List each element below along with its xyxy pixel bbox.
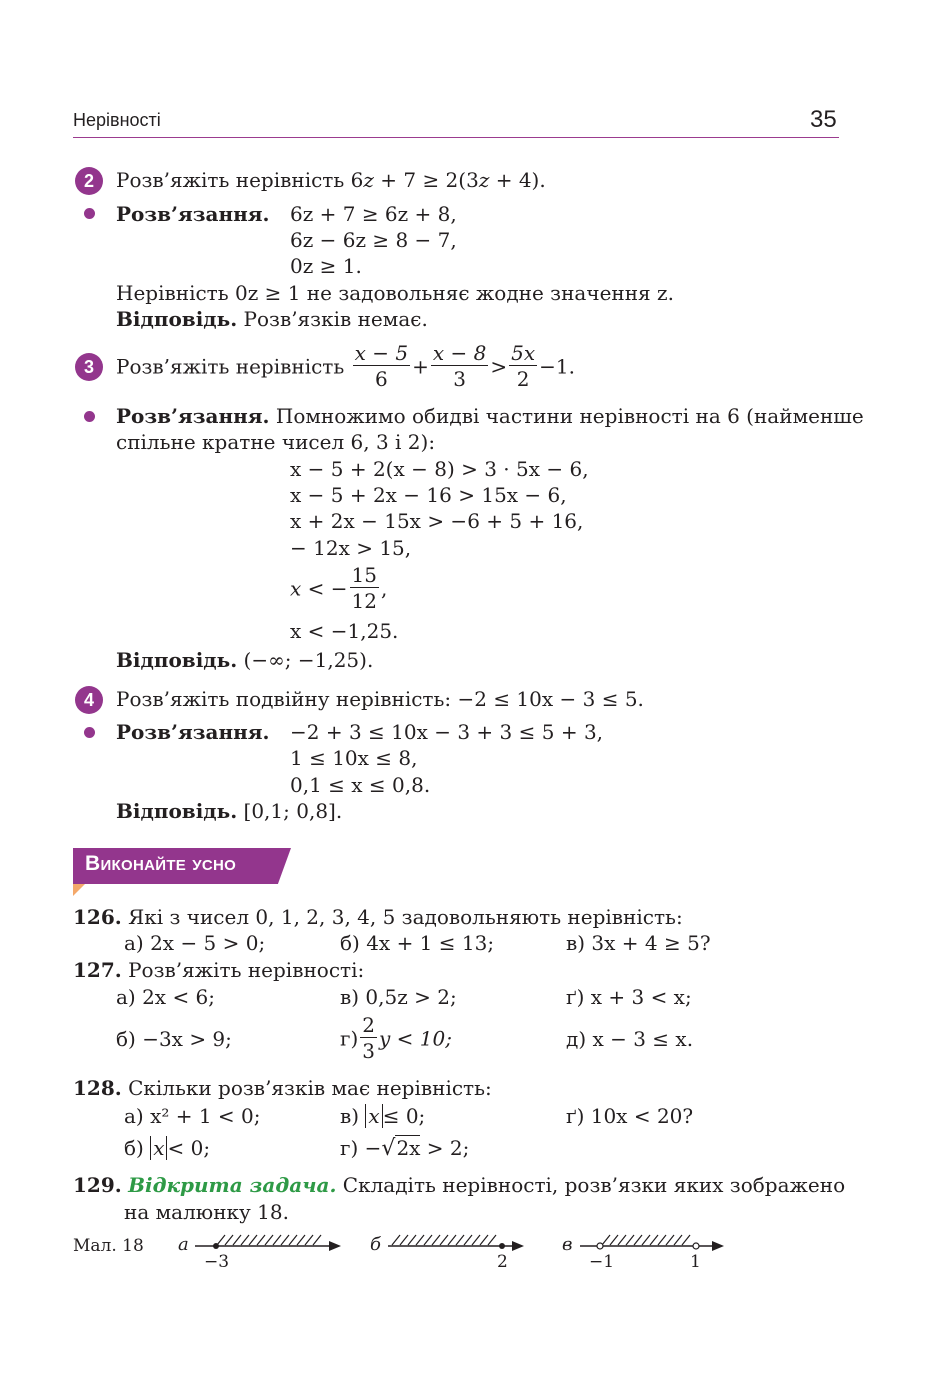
problem-129: 129. Відкрита задача. Складіть нерівності, розв’язки яких зображено bbox=[73, 1173, 846, 1197]
solution-line: 6z + 7 ≥ 6z + 8, bbox=[290, 202, 457, 226]
solution-line: 0,1 ≤ x ≤ 0,8. bbox=[290, 773, 431, 797]
answer-text: [0,1; 0,8]. bbox=[243, 799, 343, 823]
solution-bullet bbox=[84, 727, 95, 738]
problem-item: в) x ≤ 0; bbox=[340, 1104, 426, 1128]
problem-item: б) 4x + 1 ≤ 13; bbox=[340, 931, 495, 955]
problem-126: 126. Які з чисел 0, 1, 2, 3, 4, 5 задовольняють нерівність: bbox=[73, 905, 683, 929]
problem-item: г) −√2x > 2; bbox=[340, 1136, 470, 1161]
solution-label: Розв’язання. bbox=[116, 202, 270, 226]
header-divider bbox=[73, 137, 839, 138]
example-2-badge: 2 bbox=[75, 167, 103, 195]
solution-line: x − 5 + 2x − 16 > 15x − 6, bbox=[290, 483, 567, 507]
solution-line: x < − $\frac{15}{12}$ , bbox=[290, 563, 388, 613]
answer bbox=[116, 307, 428, 331]
solution-line: 1 ≤ 10x ≤ 8, bbox=[290, 746, 418, 770]
problem-text: на малюнку 18. bbox=[124, 1200, 289, 1224]
figure-label-c: в bbox=[562, 1234, 573, 1255]
answer bbox=[116, 648, 373, 672]
problem-item: в) 3x + 4 ≥ 5? bbox=[566, 931, 711, 955]
answer bbox=[116, 799, 342, 823]
solution-bullet bbox=[84, 411, 95, 422]
problem-item: ґ) x + 3 < x; bbox=[566, 985, 692, 1009]
problem-item: б) x < 0; bbox=[124, 1136, 211, 1160]
solution-label: Розв’язання. bbox=[116, 720, 270, 744]
solution-text: Розв’язання. Помножимо обидві частини нерівності на 6 (найменше bbox=[116, 404, 864, 428]
example-3-badge: 3 bbox=[75, 353, 103, 381]
tick-label: 1 bbox=[690, 1252, 701, 1272]
solution-text: спільне кратне чисел 6, 3 і 2): bbox=[116, 430, 436, 454]
solution-line: x − 5 + 2(x − 8) > 3 · 5x − 6, bbox=[290, 457, 589, 481]
solution-line: 6z − 6z ≥ 8 − 7, bbox=[290, 228, 457, 252]
example-3-task: Розв’яжіть нерівність $\frac{x - 5}{6}$ + $\frac{x - 8}{3}$ > $\frac{5x}{2}$ −1. bbox=[116, 341, 575, 391]
fraction: $\frac{5x}{2}$ bbox=[511, 341, 536, 391]
example-4-task: Розв’яжіть подвійну нерівність: −2 ≤ 10x − 3 ≤ 5. bbox=[116, 687, 644, 711]
problem-128: 128. Скільки розв’язків має нерівність: bbox=[73, 1076, 492, 1100]
answer-text: (−∞; −1,25). bbox=[243, 648, 374, 672]
fraction: $\frac{x - 5}{6}$ bbox=[354, 341, 409, 391]
banner-title: Виконайте усно bbox=[85, 852, 237, 875]
answer-label: Відповідь. bbox=[116, 307, 238, 331]
fraction: $\frac{2}{3}$ bbox=[362, 1013, 376, 1063]
problem-item: ґ) 10x < 20? bbox=[566, 1104, 694, 1128]
page-number: 35 bbox=[810, 106, 837, 133]
figure-label-a: а bbox=[178, 1234, 189, 1255]
problem-item: д) x − 3 ≤ x. bbox=[566, 1027, 694, 1051]
solution-line: − 12x > 15, bbox=[290, 536, 412, 560]
problem-item: а) 2x < 6; bbox=[116, 985, 216, 1009]
problem-item: б) −3x > 9; bbox=[116, 1027, 232, 1051]
solution-line: −2 + 3 ≤ 10x − 3 + 3 ≤ 5 + 3, bbox=[290, 720, 604, 744]
solution-line: x + 2x − 15x > −6 + 5 + 16, bbox=[290, 509, 584, 533]
solution-note: Нерівність 0z ≥ 1 не задовольняє жодне значення z. bbox=[116, 281, 674, 305]
fraction: $\frac{15}{12}$ bbox=[351, 563, 377, 613]
answer-label: Відповідь. bbox=[116, 799, 238, 823]
answer-label: Відповідь. bbox=[116, 648, 238, 672]
problem-item: а) x² + 1 < 0; bbox=[124, 1104, 261, 1128]
tick-label: 2 bbox=[497, 1252, 508, 1272]
tick-label: −1 bbox=[589, 1252, 615, 1272]
problem-item: г) $\frac{2}{3}$ y < 10; bbox=[340, 1013, 452, 1063]
problem-item: в) 0,5z > 2; bbox=[340, 985, 457, 1009]
solution-line: 0z ≥ 1. bbox=[290, 254, 362, 278]
section-title: Нерівності bbox=[73, 110, 161, 130]
fraction: $\frac{x - 8}{3}$ bbox=[432, 341, 487, 391]
tick-label: −3 bbox=[204, 1252, 230, 1272]
figure-label-b: б bbox=[370, 1234, 381, 1255]
figure-caption: Мал. 18 bbox=[73, 1236, 144, 1256]
problem-item: а) 2x − 5 > 0; bbox=[124, 931, 266, 955]
solution-bullet bbox=[84, 208, 95, 219]
problem-127: 127. Розв’яжіть нерівності: bbox=[73, 958, 365, 982]
answer-text: Розв’язків немає. bbox=[243, 307, 428, 331]
banner-fold bbox=[73, 884, 85, 896]
example-4-badge: 4 bbox=[75, 686, 103, 714]
solution-line: x < −1,25. bbox=[290, 619, 399, 643]
example-2-task: Розв’яжіть нерівність 6z + 7 ≥ 2(3z + 4). bbox=[116, 168, 546, 192]
